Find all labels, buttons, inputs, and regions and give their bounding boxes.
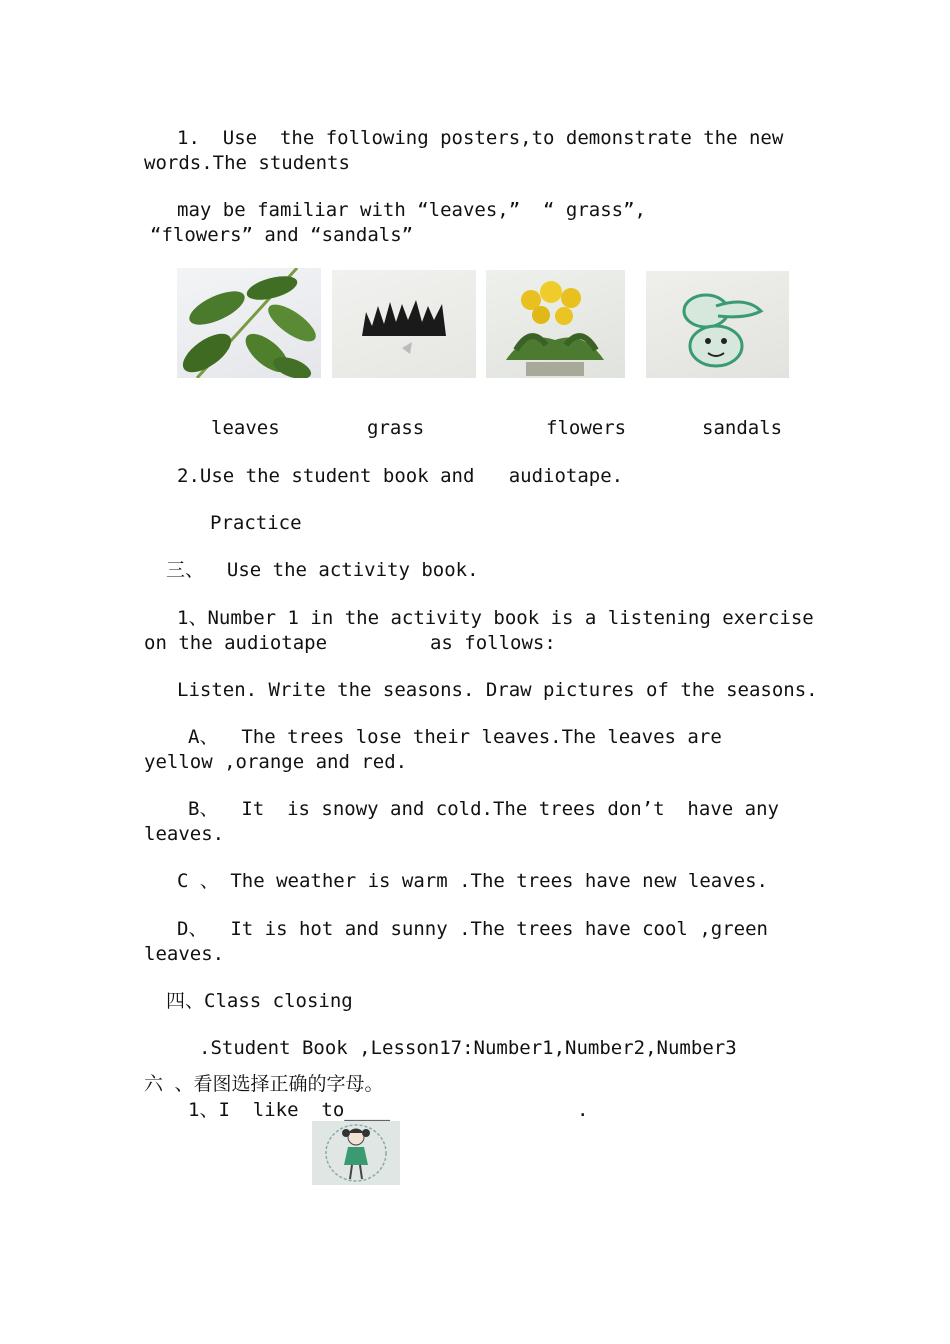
intro-line-3: may be familiar with “leaves,” “ grass”,: [177, 199, 646, 221]
option-d-line-1: D、 It is hot and sunny .The trees have cool ,green: [177, 918, 768, 940]
intro-line-4: “flowers” and “sandals”: [150, 224, 414, 246]
flowers-image: [486, 270, 625, 378]
intro-line-2: words.The students: [144, 152, 350, 174]
leaves-image: [177, 268, 321, 378]
step-2: 2.Use the student book and audiotape.: [177, 465, 624, 487]
caption-flowers: flowers: [546, 417, 627, 439]
caption-leaves: leaves: [211, 417, 280, 439]
caption-grass: grass: [367, 417, 425, 439]
option-a-line-1: A、 The trees lose their leaves.The leaves are: [188, 726, 722, 748]
option-b-line-2: leaves.: [144, 823, 225, 845]
section-6-heading: 六 、看图选择正确的字母。: [144, 1073, 384, 1095]
item-1-line-2: on the audiotape as follows:: [144, 632, 556, 654]
question-1: 1、I like to____: [188, 1099, 391, 1121]
section-4-line-1: .Student Book ,Lesson17:Number1,Number2,Number3: [199, 1037, 737, 1059]
question-1-end: .: [577, 1099, 589, 1121]
section-3-heading: 三、 Use the activity book.: [166, 559, 479, 581]
listening-instruction: Listen. Write the seasons. Draw pictures of the seasons.: [177, 679, 818, 701]
section-4-heading: 四、Class closing: [166, 990, 353, 1012]
intro-line-1: 1. Use the following posters,to demonstrate the new: [177, 127, 784, 149]
grass-image: [332, 270, 476, 378]
practice-heading: Practice: [210, 512, 302, 534]
option-c-line-1: C 、 The weather is warm .The trees have new leaves.: [177, 870, 768, 892]
item-1-line-1: 1、Number 1 in the activity book is a listening exercise: [177, 607, 814, 629]
option-b-line-1: B、 It is snowy and cold.The trees don’t have any: [188, 798, 779, 820]
option-d-line-2: leaves.: [144, 943, 225, 965]
option-a-line-2: yellow ,orange and red.: [144, 751, 408, 773]
jump-rope-girl-image: [312, 1121, 400, 1185]
caption-sandals: sandals: [702, 417, 783, 439]
sandals-image: [646, 271, 789, 378]
